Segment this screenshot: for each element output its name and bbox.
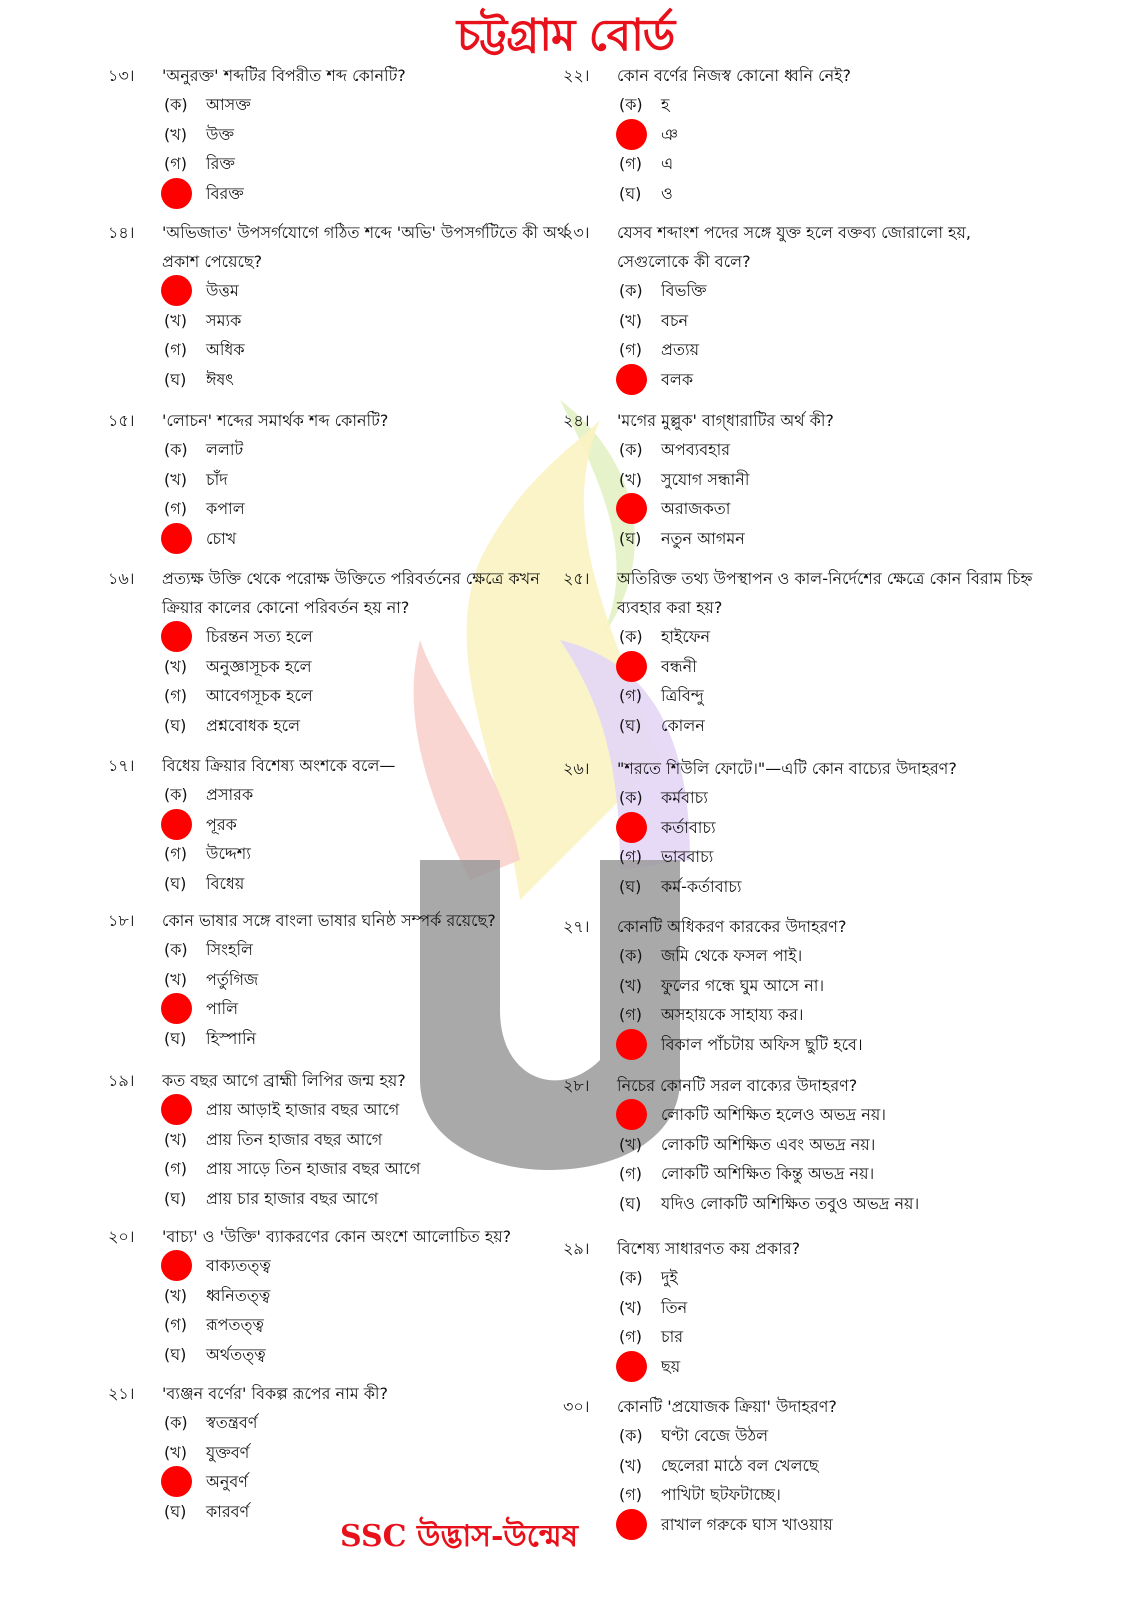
option-label: (গ): [619, 1005, 642, 1024]
option-text: স্বতন্ত্রবর্ণ: [206, 1413, 258, 1432]
option-text: অরাজকতা: [661, 499, 731, 518]
option-label: (ঘ): [164, 873, 187, 893]
question-text: কোন বর্ণের নিজস্ব কোনো ধ্বনি নেই?: [617, 66, 851, 85]
question-text: বিধেয় ক্রিয়ার বিশেষ্য অংশকে বলে—: [162, 756, 396, 775]
option[interactable]: [619, 1000, 1033, 1030]
option-text: হাইফেন: [661, 627, 711, 646]
option-text: ঘণ্টা বেজে উঠল: [661, 1426, 769, 1445]
answer-marker-icon: [161, 275, 192, 306]
option[interactable]: [619, 971, 1033, 1001]
footer-brand: SSC উদ্ভাস-উন্মেষ: [340, 1519, 579, 1554]
option[interactable]: [164, 1251, 578, 1281]
question-item: [108, 406, 578, 553]
answer-marker-icon: [616, 364, 647, 395]
option-label: (গ): [164, 154, 187, 173]
option-label: (গ): [164, 1315, 187, 1334]
option-text: ও: [661, 183, 673, 203]
option-text: হ: [661, 95, 670, 114]
option-label: (ক): [619, 1268, 643, 1287]
option-label: (গ): [619, 1485, 642, 1504]
question-item: [108, 1379, 578, 1526]
option[interactable]: [619, 1480, 1033, 1510]
option-text: পালি: [206, 999, 239, 1018]
option-text: ঈষৎ: [206, 369, 234, 389]
option[interactable]: [164, 810, 578, 840]
question-item: [563, 1392, 1033, 1539]
option-text: প্রত্যয়: [661, 340, 700, 359]
option[interactable]: [619, 465, 1033, 495]
option[interactable]: [619, 149, 1033, 179]
option-text: তিন: [661, 1297, 688, 1317]
option-text: আবেগসূচক হলে: [206, 686, 313, 705]
question-text: নিচের কোনটি সরল বাক্যের উদাহরণ?: [617, 1076, 858, 1095]
option[interactable]: [619, 1030, 1033, 1060]
option-text: ঞ: [661, 124, 678, 144]
option[interactable]: [619, 813, 1033, 843]
answer-marker-icon: [616, 651, 647, 682]
answer-marker-icon: [616, 1029, 647, 1060]
option-label: (ক): [164, 95, 188, 114]
option-label: (ঘ): [619, 183, 642, 203]
answer-marker-icon: [161, 1094, 192, 1125]
option[interactable]: [619, 1159, 1033, 1189]
option-label: (ক): [619, 946, 643, 965]
question-number: ২৯।: [563, 1239, 590, 1258]
option-text: বন্ধনী: [661, 656, 697, 676]
option-text: রাখাল গরুকে ঘাস খাওয়ায়: [661, 1514, 833, 1534]
question-item: [108, 1222, 578, 1369]
option[interactable]: [619, 524, 1033, 554]
option[interactable]: [164, 276, 578, 306]
option-label: (খ): [619, 1134, 642, 1154]
option-label: (ঘ): [164, 1028, 187, 1048]
option-label: (খ): [619, 469, 642, 489]
option-label: (খ): [164, 656, 187, 676]
option-text: ললাট: [206, 440, 244, 459]
option-label: (গ): [619, 1327, 642, 1346]
option-text: চার: [661, 1327, 684, 1346]
question-text: কোনটি 'প্রযোজক ক্রিয়া' উদাহরণ?: [617, 1397, 837, 1416]
option-text: অর্থতত্ত্ব: [206, 1344, 266, 1364]
option[interactable]: [164, 494, 578, 524]
option[interactable]: [619, 1189, 1033, 1219]
option[interactable]: [164, 306, 578, 336]
option[interactable]: [619, 435, 1033, 465]
option-label: (গ): [619, 340, 642, 359]
option-label: (ঘ): [619, 715, 642, 735]
option-text: অপব্যবহার: [661, 440, 731, 459]
option[interactable]: [619, 276, 1033, 306]
option-text: প্রসারক: [206, 785, 254, 804]
option[interactable]: [619, 1352, 1033, 1382]
question-text: 'মগের মুল্লুক' বাগ্‌ধারাটির অর্থ কী?: [617, 411, 834, 430]
option[interactable]: [164, 622, 578, 652]
question-text: কোন ভাষার সঙ্গে বাংলা ভাষার ঘনিষ্ঠ সম্পর্ক রয়েছে?: [162, 911, 496, 930]
question-text: 'ব্যঞ্জন বর্ণের' বিকল্প রূপের নাম কী?: [162, 1384, 388, 1403]
option-label: (খ): [164, 1129, 187, 1149]
question-item: [563, 1071, 1033, 1218]
option-text: চিরন্তন সত্য হলে: [206, 627, 313, 646]
option[interactable]: [164, 1125, 578, 1155]
question-number: ১৭।: [108, 756, 135, 775]
option-text: সম্যক: [206, 310, 242, 330]
option[interactable]: [619, 120, 1033, 150]
question-text: কত বছর আগে ব্রাহ্মী লিপির জন্ম হয়?: [162, 1071, 406, 1090]
option[interactable]: [164, 365, 578, 395]
question-text: বিশেষ্য সাধারণত কয় প্রকার?: [617, 1239, 801, 1258]
option-label: (ঘ): [164, 1344, 187, 1364]
question-number: ২১।: [108, 1384, 135, 1403]
option-text: বচন: [661, 310, 689, 330]
option-label: (ঘ): [164, 715, 187, 735]
option-text: জমি থেকে ফসল পাই।: [661, 946, 803, 965]
option[interactable]: [164, 90, 578, 120]
answer-marker-icon: [161, 621, 192, 652]
option-label: (খ): [619, 1455, 642, 1475]
question-item: [563, 406, 1033, 553]
option-text: পূরক: [206, 814, 237, 834]
option[interactable]: [619, 1130, 1033, 1160]
option-text: বিকাল পাঁচটায় অফিস ছুটি হবে।: [661, 1034, 863, 1054]
option-text: প্রায় সাড়ে তিন হাজার বছর আগে: [206, 1159, 421, 1178]
option[interactable]: [619, 1322, 1033, 1352]
option-label: (খ): [619, 1297, 642, 1317]
question-number: ২২।: [563, 66, 590, 85]
option[interactable]: [164, 869, 578, 899]
option-text: ফুলের গন্ধে ঘুম আসে না।: [661, 975, 825, 995]
answer-marker-icon: [616, 493, 647, 524]
question-text: 'বাচ্য' ও 'উক্তি' ব্যাকরণের কোন অংশে আলোচিত হয়?: [162, 1227, 512, 1246]
question-number: ১৫।: [108, 411, 135, 430]
option[interactable]: [619, 335, 1033, 365]
answer-marker-icon: [616, 1099, 647, 1130]
option-text: ভাববাচ্য: [661, 847, 714, 866]
option[interactable]: [619, 1451, 1033, 1481]
answer-marker-icon: [616, 812, 647, 843]
option-text: লোকটি অশিক্ষিত হলেও অভদ্র নয়।: [661, 1105, 886, 1124]
option-text: রিক্ত: [206, 154, 235, 173]
option[interactable]: [619, 652, 1033, 682]
option[interactable]: [619, 1263, 1033, 1293]
option-label: (ঘ): [619, 876, 642, 896]
option[interactable]: [619, 494, 1033, 524]
option-text: কর্তাবাচ্য: [661, 817, 716, 837]
option-text: চাঁদ: [206, 469, 228, 489]
option[interactable]: [619, 872, 1033, 902]
option[interactable]: [164, 435, 578, 465]
option-text: বাক্যতত্ত্ব: [206, 1256, 271, 1275]
option[interactable]: [164, 681, 578, 711]
question-item: [108, 906, 578, 1053]
option-text: সুযোগ সন্ধানী: [661, 469, 750, 489]
option-label: (ঘ): [164, 1501, 187, 1521]
question-item: [563, 218, 1033, 394]
answer-marker-icon: [161, 1250, 192, 1281]
question-item: [108, 61, 578, 208]
option-label: (খ): [164, 124, 187, 144]
option-text: বিধেয়: [206, 873, 245, 893]
option[interactable]: [619, 783, 1033, 813]
option-label: (ঘ): [619, 528, 642, 548]
option[interactable]: [164, 1340, 578, 1370]
option[interactable]: [164, 149, 578, 179]
answer-marker-icon: [161, 993, 192, 1024]
option[interactable]: [164, 994, 578, 1024]
option-label: (খ): [164, 310, 187, 330]
option[interactable]: [619, 90, 1033, 120]
option-label: (গ): [164, 844, 187, 863]
option-text: যদিও লোকটি অশিক্ষিত তবুও অভদ্র নয়।: [661, 1193, 920, 1213]
option[interactable]: [164, 335, 578, 365]
option-text: কোলন: [661, 715, 705, 735]
option-text: প্রায় তিন হাজার বছর আগে: [206, 1129, 383, 1149]
option[interactable]: [164, 524, 578, 554]
option-label: (গ): [164, 499, 187, 518]
question-number: ১৪।: [108, 223, 135, 242]
option-text: রূপতত্ত্ব: [206, 1315, 264, 1334]
question-number: ১৬।: [108, 569, 135, 588]
option-label: (গ): [164, 340, 187, 359]
option-text: ধ্বনিতত্ত্ব: [206, 1285, 271, 1305]
option[interactable]: [619, 681, 1033, 711]
question-number: ২৫।: [563, 569, 590, 588]
page-title: চট্টগ্রাম বোর্ড: [456, 10, 675, 61]
option-label: (গ): [619, 1164, 642, 1183]
option[interactable]: [164, 179, 578, 209]
option[interactable]: [619, 1421, 1033, 1451]
option-label: (খ): [164, 1285, 187, 1305]
answer-marker-icon: [616, 1351, 647, 1382]
option-label: (ক): [164, 1413, 188, 1432]
question-text: প্রত্যক্ষ উক্তি থেকে পরোক্ষ উক্তিতে পরিবর্তনের ক্ষেত্রে কখন ক্রিয়ার কালের কোনো পরিবর্তন হয় না?: [162, 569, 540, 617]
question-item: [108, 218, 578, 394]
option[interactable]: [164, 839, 578, 869]
option[interactable]: [164, 465, 578, 495]
option[interactable]: [164, 1467, 578, 1497]
question-item: [563, 912, 1033, 1059]
option-text: উত্তম: [206, 281, 239, 300]
question-text: 'অনুরক্ত' শব্দটির বিপরীত শব্দ কোনটি?: [162, 66, 406, 85]
option-text: লোকটি অশিক্ষিত কিন্তু অভদ্র নয়।: [661, 1164, 875, 1183]
option[interactable]: [164, 1281, 578, 1311]
option-label: (খ): [164, 469, 187, 489]
option[interactable]: [619, 1293, 1033, 1323]
option-label: (খ): [619, 975, 642, 995]
question-item: [108, 564, 578, 740]
option[interactable]: [164, 965, 578, 995]
option-label: (গ): [619, 686, 642, 705]
option-text: আসক্ত: [206, 95, 251, 114]
answer-marker-icon: [616, 1509, 647, 1540]
option-label: (খ): [164, 969, 187, 989]
option-label: (ক): [619, 281, 643, 300]
option-label: (খ): [164, 1442, 187, 1462]
option-label: (ক): [164, 940, 188, 959]
option[interactable]: [164, 711, 578, 741]
option-label: (ক): [619, 788, 643, 807]
option-label: (ক): [619, 1426, 643, 1445]
option[interactable]: [164, 935, 578, 965]
option-text: উদ্দেশ্য: [206, 844, 251, 863]
answer-marker-icon: [161, 523, 192, 554]
option[interactable]: [619, 842, 1033, 872]
question-number: ২৬।: [563, 759, 590, 778]
option-label: (ক): [619, 440, 643, 459]
option-label: (খ): [619, 310, 642, 330]
option-text: সিংহলি: [206, 940, 253, 959]
option-text: অনুবর্ণ: [206, 1472, 248, 1491]
question-number: ১৮।: [108, 911, 135, 930]
question-text: কোনটি অধিকরণ কারকের উদাহরণ?: [617, 917, 847, 936]
option-label: (ক): [164, 440, 188, 459]
option-label: (ক): [619, 95, 643, 114]
question-number: ২৪।: [563, 411, 590, 430]
question-item: [563, 754, 1033, 901]
option-text: ছয়: [661, 1356, 681, 1376]
option[interactable]: [619, 306, 1033, 336]
option-label: (গ): [619, 154, 642, 173]
question-item: [108, 751, 578, 898]
option-text: কর্ম-কর্তাবাচ্য: [661, 876, 742, 896]
option[interactable]: [164, 780, 578, 810]
option-text: অসহায়কে সাহায্য কর।: [661, 1005, 804, 1024]
question-text: 'অভিজাত' উপসর্গযোগে গঠিত শব্দে 'অভি' উপসর্গটিতে কী অর্থ প্রকাশ পেয়েছে?: [162, 223, 568, 271]
option[interactable]: [164, 1438, 578, 1468]
option-label: (গ): [164, 686, 187, 705]
option[interactable]: [619, 711, 1033, 741]
option[interactable]: [619, 941, 1033, 971]
option-text: কর্মবাচ্য: [661, 788, 708, 807]
option[interactable]: [619, 622, 1033, 652]
option-text: লোকটি অশিক্ষিত এবং অভদ্র নয়।: [661, 1134, 876, 1154]
option[interactable]: [164, 1408, 578, 1438]
option-text: অধিক: [206, 340, 245, 359]
answer-marker-icon: [161, 178, 192, 209]
option-label: (ঘ): [619, 1193, 642, 1213]
option-text: প্রায় চার হাজার বছর আগে: [206, 1188, 379, 1208]
answer-marker-icon: [616, 119, 647, 150]
question-number: ৩০।: [563, 1397, 590, 1416]
option-text: ছেলেরা মাঠে বল খেলছে: [661, 1455, 819, 1475]
question-number: ২৭।: [563, 917, 590, 936]
question-number: ২৮।: [563, 1076, 590, 1095]
option-text: বিরক্ত: [206, 183, 244, 203]
question-text: যেসব শব্দাংশ পদের সঙ্গে যুক্ত হলে বক্তব্য জোরালো হয়, সেগুলোকে কী বলে?: [617, 223, 971, 271]
option-label: (ক): [619, 627, 643, 646]
question-text: "শরতে শিউলি ফোটে।"—এটি কোন বাচ্যের উদাহরণ?: [617, 759, 957, 778]
option-text: হিস্পানি: [206, 1028, 257, 1048]
option-text: প্রায় আড়াই হাজার বছর আগে: [206, 1100, 400, 1119]
option-label: (গ): [619, 847, 642, 866]
option-label: (ঘ): [164, 369, 187, 389]
question-text: 'লোচন' শব্দের সমার্থক শব্দ কোনটি?: [162, 411, 389, 430]
option-label: (ক): [164, 785, 188, 804]
question-text: অতিরিক্ত তথ্য উপস্থাপন ও কাল-নির্দেশের ক্ষেত্রে কোন বিরাম চিহ্ন ব্যবহার করা হয়?: [617, 569, 1033, 617]
question-number: ২৩।: [563, 223, 590, 242]
option-text: ত্রিবিন্দু: [661, 686, 704, 705]
option-text: নতুন আগমন: [661, 528, 745, 548]
option[interactable]: [164, 1095, 578, 1125]
question-item: [108, 1066, 578, 1213]
option-text: বিভক্তি: [661, 281, 707, 300]
option[interactable]: [164, 1184, 578, 1214]
option-text: পর্তুগিজ: [206, 969, 259, 989]
option[interactable]: [619, 1510, 1033, 1540]
option-text: কারবর্ণ: [206, 1501, 250, 1521]
option-text: পাখিটা ছটফটাচ্ছে।: [661, 1485, 781, 1504]
question-item: [563, 564, 1033, 740]
option-text: চোখ: [206, 528, 237, 548]
question-item: [563, 1234, 1033, 1381]
question-number: ১৩।: [108, 66, 135, 85]
option-label: (ঘ): [164, 1188, 187, 1208]
option-text: দুই: [661, 1268, 678, 1287]
answer-marker-icon: [161, 1466, 192, 1497]
option[interactable]: [619, 365, 1033, 395]
option[interactable]: [164, 1024, 578, 1054]
question-number: ১৯।: [108, 1071, 135, 1090]
option-text: যুক্তবর্ণ: [206, 1442, 250, 1462]
option-text: কপাল: [206, 499, 245, 518]
option-label: (গ): [164, 1159, 187, 1178]
option-text: প্রশ্নবোধক হলে: [206, 715, 300, 735]
option[interactable]: [164, 1154, 578, 1184]
option[interactable]: [619, 1100, 1033, 1130]
option[interactable]: [619, 179, 1033, 209]
option[interactable]: [164, 652, 578, 682]
option-text: অনুজ্ঞাসূচক হলে: [206, 656, 312, 676]
option[interactable]: [164, 1310, 578, 1340]
question-item: [563, 61, 1033, 208]
answer-marker-icon: [161, 809, 192, 840]
option-text: উক্ত: [206, 124, 235, 144]
option-text: এ: [661, 154, 674, 173]
question-number: ২০।: [108, 1227, 135, 1246]
option-text: বলক: [661, 369, 694, 389]
option[interactable]: [164, 120, 578, 150]
